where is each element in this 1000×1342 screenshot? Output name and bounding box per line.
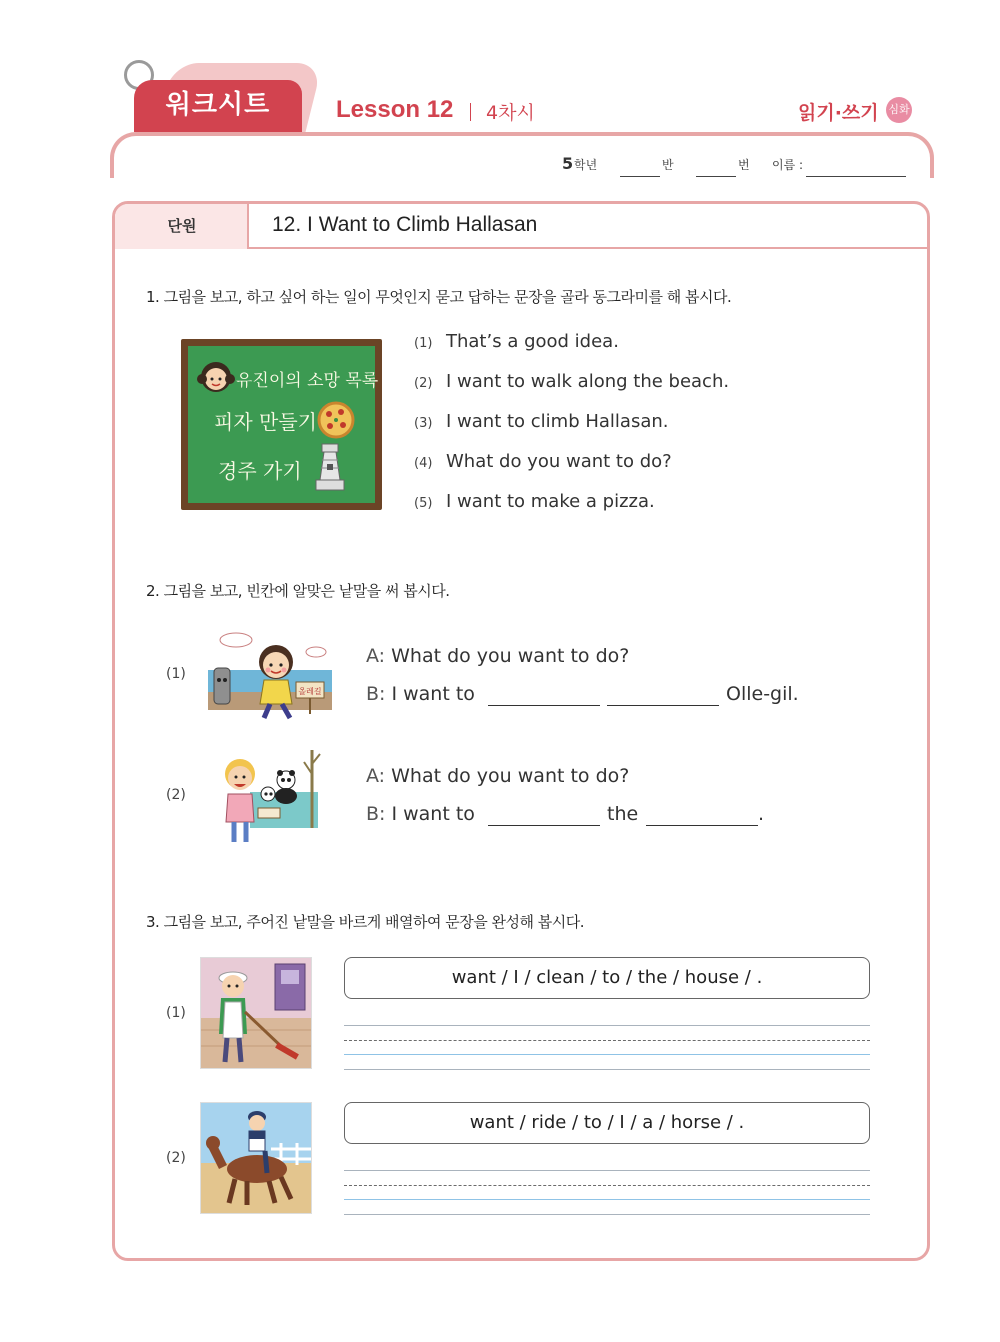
unit-label: 단원 (167, 217, 197, 235)
boy-zoo-panda-illustration (214, 744, 324, 846)
board-line-2: 피자 만들기 (214, 410, 317, 434)
number-label: 번 (738, 158, 750, 172)
q2-item-2-blank-1[interactable] (488, 825, 600, 826)
board-line-3: 경주 가기 (218, 459, 302, 483)
question-text: What do you want to do? (391, 765, 630, 787)
option-number: (2) (414, 376, 433, 391)
q2-item-2-mid: the (607, 803, 639, 825)
worksheet-title: 워크시트 (165, 90, 271, 120)
question-text: What do you want to do? (391, 645, 630, 667)
boy-riding-horse-illustration (200, 1102, 312, 1214)
q2-item-2-end: . (758, 803, 765, 825)
q3-item-1-writing-line-top[interactable] (344, 1025, 870, 1026)
q1-prompt: 1. 그림을 보고, 하고 싶어 하는 일이 무엇인지 묻고 답하는 문장을 골라 동그라미를 해 봅시다. (146, 288, 732, 306)
option-text: I want to climb Hallasan. (446, 411, 669, 432)
girl-face-icon (196, 357, 236, 395)
pizza-icon (316, 400, 356, 440)
option-number: (4) (414, 456, 433, 471)
q3-item-2-writing-line-mid (344, 1185, 870, 1186)
q3-item-1-writing-line-base (344, 1054, 870, 1055)
q3-item-1-writing-line-bottom (344, 1069, 870, 1070)
q3-item-2-writing-line-bottom (344, 1214, 870, 1215)
q1-option-2[interactable] (414, 371, 729, 392)
option-number: (1) (414, 336, 433, 351)
q3-item-2-writing-line-top[interactable] (344, 1170, 870, 1171)
class-field[interactable] (620, 176, 660, 177)
boy-cleaning-illustration (200, 957, 312, 1069)
q3-item-2-number: (2) (166, 1150, 186, 1166)
name-label: 이름 : (772, 158, 804, 172)
q1-option-3[interactable] (414, 411, 668, 432)
q2-item-2-number: (2) (166, 787, 186, 803)
speaker-b: B: (366, 803, 386, 825)
q2-item-1-line-b (366, 683, 475, 705)
q1-option-5[interactable] (414, 491, 655, 512)
stone-tower-icon (312, 440, 348, 492)
q1-option-1[interactable] (414, 331, 619, 352)
option-number: (3) (414, 416, 433, 431)
header-divider (470, 103, 471, 121)
q2-item-1-number: (1) (166, 666, 186, 682)
q3-item-2-writing-line-base (344, 1199, 870, 1200)
speaker-a: A: (366, 645, 386, 667)
speaker-b: B: (366, 683, 386, 705)
unit-title: 12. I Want to Climb Hallasan (272, 213, 538, 236)
option-text: I want to make a pizza. (446, 491, 655, 512)
q2-prompt: 2. 그림을 보고, 빈칸에 알맞은 낱말을 써 봅시다. (146, 582, 450, 600)
class-label: 반 (662, 158, 674, 172)
girl-olle-trail-illustration (208, 628, 332, 722)
q2-item-2-blank-2[interactable] (646, 825, 758, 826)
q2-item-1-line-a (366, 645, 629, 667)
q2-item-2-line-a (366, 765, 629, 787)
q2-item-1-blank-2[interactable] (607, 705, 719, 706)
skill-label: 읽기·쓰기 (798, 102, 879, 124)
q3-item-1-number: (1) (166, 1005, 186, 1021)
q3-prompt: 3. 그림을 보고, 주어진 낱말을 바르게 배열하여 문장을 완성해 봅시다. (146, 913, 584, 931)
option-text: I want to walk along the beach. (446, 371, 730, 392)
answer-lead: I want to (391, 683, 475, 705)
speaker-a: A: (366, 765, 386, 787)
grade-number: 5 (562, 154, 574, 173)
number-field[interactable] (696, 176, 736, 177)
name-field[interactable] (806, 176, 906, 177)
header-frame (110, 132, 934, 178)
q3-item-2-word-bank: want / ride / to / I / a / horse / . (344, 1102, 870, 1144)
option-text: What do you want to do? (446, 451, 672, 472)
q1-option-4[interactable] (414, 451, 672, 472)
level-badge: 심화 (886, 97, 912, 123)
option-text: That’s a good idea. (446, 331, 619, 352)
q2-item-1-tail: Olle-gil. (726, 683, 799, 705)
q3-item-1-writing-line-mid (344, 1040, 870, 1041)
q2-item-2-line-b (366, 803, 475, 825)
board-line-1: 유진이의 소망 목록 (236, 371, 379, 391)
olle-sign-text: 올레길 (298, 687, 322, 696)
grade-label: 학년 (574, 158, 598, 172)
answer-lead: I want to (391, 803, 475, 825)
lesson-period: 4차시 (486, 102, 535, 124)
option-number: (5) (414, 496, 433, 511)
q2-item-1-blank-1[interactable] (488, 705, 600, 706)
lesson-number: Lesson 12 (336, 96, 454, 123)
q3-item-1-word-bank: want / I / clean / to / the / house / . (344, 957, 870, 999)
